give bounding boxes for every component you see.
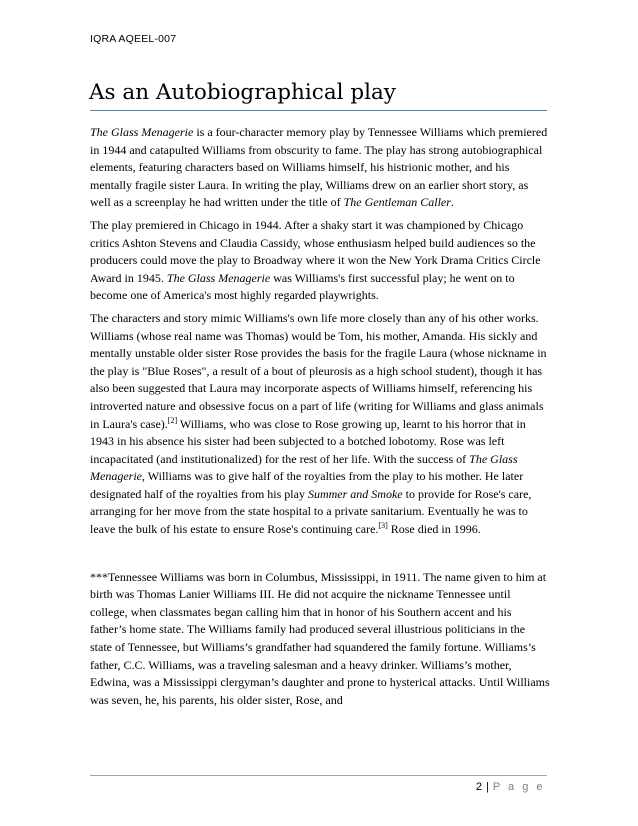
- play-title-italic: Summer and Smoke: [307, 486, 403, 501]
- page-label: P a g e: [492, 781, 545, 793]
- citation-link[interactable]: [2]: [167, 415, 178, 425]
- running-header: IQRA AQEEL-007: [90, 33, 177, 45]
- paragraph-text: was Williams's first successful play; he went on to become one of America's most highly regarded playwrights.: [90, 270, 515, 303]
- footer-separator: |: [485, 781, 489, 793]
- paragraph-text: .: [450, 195, 454, 210]
- paragraph-text: is a four-character memory play by Tennessee Williams which premiered in 1944 and catapulted Williams from obscurity to fame. The play has strong autobiographical elements, featuring characters based on Williams himself, his histrionic mother, and his mentally fragile sister Laura. In writing the play, Williams drew on an earlier short story, as well as a screenplay he had written under the title of: [90, 125, 548, 210]
- body-text: [90, 124, 550, 714]
- page-footer: [476, 781, 545, 793]
- story-title-italic: The Gentleman Caller: [343, 195, 451, 210]
- page-number: 2: [475, 781, 482, 793]
- play-title-italic: The Glass Menagerie: [166, 270, 271, 285]
- paragraph-text: The play premiered in Chicago in 1944. After a shaky start it was championed by Chicago critics Ashton Stevens and Claudia Cassidy, whose enthusiasm helped build audiences so the producers could move the play to Broadway where it won the New York Drama Critics Circle Award in 1945.: [90, 217, 541, 285]
- paragraph-text: Rose died in 1996.: [387, 522, 481, 537]
- paragraph-2: [90, 217, 550, 305]
- paragraph-3: [90, 310, 550, 539]
- paragraph-text: , Williams was to give half of the royalties from the play to his mother. He later designated half of the royalties from his play: [90, 469, 524, 501]
- paragraph-4: [90, 569, 550, 710]
- paragraph-text: The characters and story mimic Williams's own life more closely than any of his other works. Williams (whose real name was Thomas) would be Tom, his mother, Amanda. His sickly and mentally unstable older sister Rose provides the basis for the fragile Laura (whose nickname in the play is "Blue Roses", a result of a bout of pleurosis as a high school student), though it has also been suggested that Laura may incorporate aspects of Williams himself, referencing his introverted nature and obsessive focus on a part of life (writing for Williams and glass animals in Laura's case).: [90, 310, 547, 431]
- paragraph-text: to provide for Rose's care, arranging for her move from the state hospital to a private sanitarium. Eventually he was to leave the bulk of his estate to ensure Rose's continuing care.: [90, 486, 532, 537]
- section-title: As an Autobiographical play: [89, 80, 396, 105]
- paragraph-text: ***Tennessee Williams was born in Columbus, Mississippi, in 1911. The name given to him at birth was Thomas Lanier Williams III. He did not acquire the nickname Tennessee until college, when classmates began calling him that in honor of his Southern accent and his father’s home state. The Williams family had produced several illustrious politicians in the state of Tennessee, but Williams’s grandfather had squandered the family fortune. Williams’s father, C.C. Williams, was a traveling salesman and a heavy drinker. Williams’s mother, Edwina, was a Mississippi clergyman’s daughter and prone to hysterical attacks. Until Williams was seven, he, his parents, his older sister, Rose, and: [90, 569, 550, 707]
- play-title-italic: The Glass Menagerie: [90, 451, 518, 484]
- citation-link[interactable]: [3]: [378, 521, 388, 531]
- paragraph-text: Williams, who was close to Rose growing up, learnt to his horror that in 1943 in his absence his sister had been subjected to a botched lobotomy. Rose was left incapacitated (and institutionalized) for the rest of her life. With the success of: [90, 416, 526, 466]
- paragraph-1: [90, 124, 550, 212]
- footer-rule: [90, 775, 547, 776]
- play-title-italic: The Glass Menagerie: [90, 125, 194, 139]
- title-underline: [90, 110, 547, 111]
